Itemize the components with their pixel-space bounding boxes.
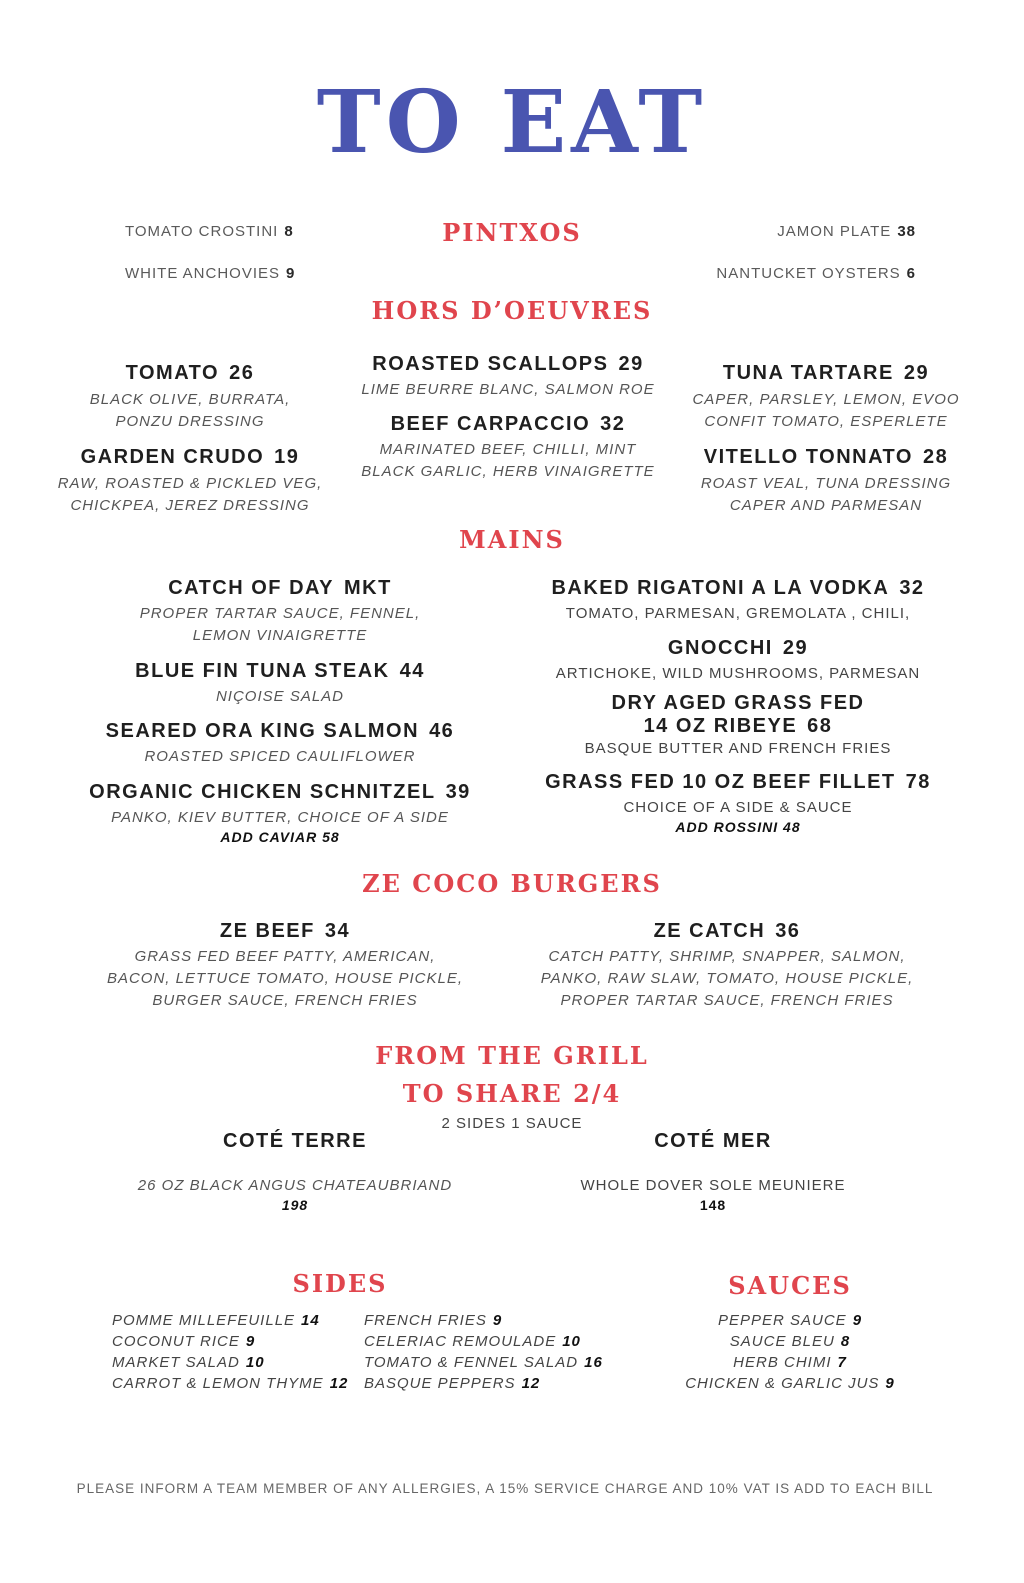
dish-price: 46 bbox=[429, 720, 455, 742]
dish-price: 39 bbox=[445, 781, 471, 803]
grill-subtitle: 2 SIDES 1 SAUCE bbox=[441, 1115, 583, 1132]
list-item bbox=[364, 1310, 603, 1331]
dish-description: LEMON VINAIGRETTE bbox=[192, 627, 368, 644]
dish-description: MARINATED BEEF, CHILLI, MINT bbox=[379, 441, 637, 458]
dish-description: TOMATO, PARMESAN, GREMOLATA , CHILI, bbox=[565, 605, 911, 622]
item-price: 38 bbox=[897, 223, 916, 240]
side-price: 9 bbox=[245, 1333, 256, 1350]
side-name: CARROT & LEMON THYME bbox=[112, 1375, 324, 1392]
sauces-list bbox=[640, 1310, 940, 1394]
section-heading-burgers: ZE COCO BURGERS bbox=[362, 869, 662, 898]
dish-description: GRASS FED BEEF PATTY, AMERICAN, bbox=[134, 948, 436, 965]
dish-name: VITELLO TONNATO bbox=[703, 446, 913, 468]
sauce-name: CHICKEN & GARLIC JUS bbox=[685, 1375, 880, 1392]
section-heading-sides: SIDES bbox=[292, 1269, 388, 1298]
menu-item bbox=[348, 413, 668, 483]
dish-name: BLUE FIN TUNA STEAK bbox=[135, 660, 390, 682]
list-item bbox=[364, 1373, 603, 1394]
side-name: FRENCH FRIES bbox=[364, 1312, 487, 1329]
dish-price: 29 bbox=[903, 362, 930, 384]
side-price: 9 bbox=[492, 1312, 503, 1329]
dish-price: 32 bbox=[899, 577, 925, 599]
dish-price: 44 bbox=[399, 660, 425, 682]
dish-description: CONFIT TOMATO, ESPERLETE bbox=[704, 413, 948, 430]
dish-name: GNOCCHI bbox=[667, 637, 773, 659]
dish-name: BEEF CARPACCIO bbox=[390, 413, 591, 435]
side-price: 10 bbox=[562, 1333, 581, 1350]
dish-description: CATCH PATTY, SHRIMP, SNAPPER, SALMON, bbox=[548, 948, 906, 965]
dish-name: TUNA TARTARE bbox=[722, 362, 894, 384]
dish-price: 148 bbox=[699, 1197, 727, 1213]
side-price: 14 bbox=[301, 1312, 320, 1329]
dish-description: PONZU DRESSING bbox=[115, 413, 265, 430]
menu-item bbox=[348, 353, 668, 401]
side-name: TOMATO & FENNEL SALAD bbox=[364, 1354, 579, 1371]
dish-price: MKT bbox=[343, 577, 392, 599]
menu-item bbox=[676, 446, 976, 517]
dish-description: PROPER TARTAR SAUCE, FENNEL, bbox=[139, 605, 421, 622]
page-title: TO EAT bbox=[316, 72, 708, 173]
item-price: 6 bbox=[906, 265, 916, 282]
dish-description: ROASTED SPICED CAULIFLOWER bbox=[144, 748, 416, 765]
dish-name: ROASTED SCALLOPS bbox=[372, 353, 609, 375]
side-name: CELERIAC REMOULADE bbox=[364, 1333, 557, 1350]
dish-name: COTÉ MER bbox=[654, 1130, 772, 1152]
dish-name: DRY AGED GRASS FED bbox=[611, 692, 865, 714]
list-item bbox=[112, 1373, 348, 1394]
dish-name: GRASS FED 10 OZ BEEF FILLET bbox=[545, 771, 896, 793]
menu-item bbox=[518, 577, 958, 625]
sauce-price: 8 bbox=[840, 1333, 851, 1350]
side-price: 10 bbox=[245, 1354, 265, 1371]
dish-description: BASQUE BUTTER AND FRENCH FRIES bbox=[584, 740, 892, 757]
dish-description: RAW, ROASTED & PICKLED VEG, bbox=[57, 475, 323, 492]
menu-item bbox=[60, 660, 500, 708]
section-heading-mains: MAINS bbox=[459, 525, 565, 554]
item-name: JAMON PLATE bbox=[777, 223, 892, 240]
dish-price: 28 bbox=[922, 446, 949, 468]
menu-item bbox=[40, 446, 340, 517]
menu-item bbox=[513, 1130, 913, 1213]
list-item bbox=[364, 1331, 603, 1352]
menu-item bbox=[518, 637, 958, 685]
section-heading-grill: FROM THE GRILL bbox=[375, 1041, 649, 1070]
dish-description: CHOICE OF A SIDE & SAUCE bbox=[623, 799, 853, 816]
side-name: MARKET SALAD bbox=[112, 1354, 240, 1371]
dish-description: PROPER TARTAR SAUCE, FRENCH FRIES bbox=[560, 992, 894, 1009]
sides-column-2 bbox=[364, 1310, 603, 1394]
dish-description: 26 OZ BLACK ANGUS CHATEAUBRIAND bbox=[137, 1177, 453, 1194]
menu-item bbox=[95, 1130, 495, 1213]
list-item bbox=[777, 223, 916, 240]
list-item bbox=[364, 1352, 603, 1373]
menu-item bbox=[512, 920, 942, 1012]
dish-name: ZE BEEF bbox=[219, 920, 315, 942]
dish-price: 29 bbox=[782, 637, 809, 659]
side-price: 12 bbox=[329, 1375, 349, 1392]
section-heading-sauces: SAUCES bbox=[728, 1271, 852, 1300]
dish-price: 29 bbox=[618, 353, 644, 375]
item-name: TOMATO CROSTINI bbox=[125, 223, 279, 240]
sides-column-1 bbox=[112, 1310, 348, 1394]
side-price: 16 bbox=[584, 1354, 603, 1371]
dish-price: 78 bbox=[905, 771, 931, 793]
list-item bbox=[640, 1352, 940, 1373]
dish-price: 32 bbox=[600, 413, 626, 435]
sauce-price: 7 bbox=[837, 1354, 847, 1371]
add-on: ADD CAVIAR 58 bbox=[220, 829, 340, 845]
menu-item bbox=[60, 720, 500, 768]
dish-description: BLACK GARLIC, HERB VINAIGRETTE bbox=[361, 463, 655, 480]
dish-description: NIÇOISE SALAD bbox=[215, 688, 345, 705]
menu-item bbox=[676, 362, 976, 433]
list-item bbox=[112, 1310, 348, 1331]
add-on: ADD ROSSINI 48 bbox=[675, 819, 801, 835]
dish-description: BLACK OLIVE, BURRATA, bbox=[89, 391, 291, 408]
side-price: 12 bbox=[521, 1375, 541, 1392]
dish-name: GARDEN CRUDO bbox=[80, 446, 265, 468]
section-heading-to-share: TO SHARE 2/4 bbox=[402, 1079, 622, 1108]
list-item bbox=[125, 223, 294, 240]
dish-price: 19 bbox=[274, 446, 300, 468]
menu-item bbox=[60, 781, 500, 845]
item-name: NANTUCKET OYSTERS bbox=[716, 265, 901, 282]
menu-item bbox=[75, 920, 495, 1012]
sauce-price: 9 bbox=[885, 1375, 895, 1392]
list-item bbox=[125, 265, 295, 282]
list-item bbox=[640, 1310, 940, 1331]
footer-notice: PLEASE INFORM A TEAM MEMBER OF ANY ALLERGIES, A 15% SERVICE CHARGE AND 10% VAT IS ADD TO EACH BILL bbox=[76, 1481, 934, 1496]
dish-name: CATCH OF DAY bbox=[168, 577, 334, 599]
sauce-price: 9 bbox=[852, 1312, 863, 1329]
dish-price: 68 bbox=[807, 715, 833, 737]
list-item bbox=[112, 1352, 348, 1373]
dish-description: CHICKPEA, JEREZ DRESSING bbox=[70, 497, 310, 514]
side-name: BASQUE PEPPERS bbox=[364, 1375, 516, 1392]
dish-name: ORGANIC CHICKEN SCHNITZEL bbox=[89, 781, 436, 803]
item-price: 8 bbox=[284, 223, 294, 240]
sauce-name: HERB CHIMI bbox=[733, 1354, 832, 1371]
dish-description: ROAST VEAL, TUNA DRESSING bbox=[700, 475, 952, 492]
sauce-name: PEPPER SAUCE bbox=[717, 1312, 847, 1329]
dish-name: TOMATO bbox=[125, 362, 220, 384]
item-name: WHITE ANCHOVIES bbox=[125, 265, 281, 282]
list-item bbox=[640, 1331, 940, 1352]
dish-description: LIME BEURRE BLANC, SALMON ROE bbox=[361, 381, 655, 398]
dish-price: 26 bbox=[229, 362, 255, 384]
dish-name: ZE CATCH bbox=[653, 920, 766, 942]
dish-description: BACON, LETTUCE TOMATO, HOUSE PICKLE, bbox=[106, 970, 464, 987]
section-heading-hors-doeuvres: HORS D’OEUVRES bbox=[371, 296, 653, 325]
dish-name: COTÉ TERRE bbox=[223, 1130, 367, 1152]
list-item bbox=[112, 1331, 348, 1352]
menu-item bbox=[60, 577, 500, 647]
list-item bbox=[640, 1373, 940, 1394]
dish-name-line2: 14 OZ RIBEYE bbox=[643, 715, 798, 737]
dish-price: 198 bbox=[281, 1197, 309, 1213]
item-price: 9 bbox=[286, 265, 296, 282]
dish-name: SEARED ORA KING SALMON bbox=[105, 720, 420, 742]
side-name: COCONUT RICE bbox=[112, 1333, 240, 1350]
dish-description: CAPER, PARSLEY, LEMON, EVOO bbox=[692, 391, 960, 408]
dish-description: ARTICHOKE, WILD MUSHROOMS, PARMESAN bbox=[555, 665, 921, 682]
dish-description: PANKO, RAW SLAW, TOMATO, HOUSE PICKLE, bbox=[540, 970, 914, 987]
dish-name: BAKED RIGATONI A LA VODKA bbox=[551, 577, 890, 599]
list-item bbox=[716, 265, 916, 282]
side-name: POMME MILLEFEUILLE bbox=[112, 1312, 296, 1329]
dish-price: 36 bbox=[775, 920, 801, 942]
menu-item bbox=[518, 692, 958, 760]
menu-item bbox=[518, 771, 958, 835]
dish-description: BURGER SAUCE, FRENCH FRIES bbox=[152, 992, 418, 1009]
dish-description: CAPER AND PARMESAN bbox=[729, 497, 923, 514]
dish-description: PANKO, KIEV BUTTER, CHOICE OF A SIDE bbox=[111, 809, 449, 826]
dish-description: WHOLE DOVER SOLE MEUNIERE bbox=[580, 1177, 846, 1194]
menu-item bbox=[40, 362, 340, 433]
dish-price: 34 bbox=[324, 920, 351, 942]
sauce-name: SAUCE BLEU bbox=[729, 1333, 835, 1350]
section-heading-pintxos: PINTXOS bbox=[442, 218, 582, 247]
